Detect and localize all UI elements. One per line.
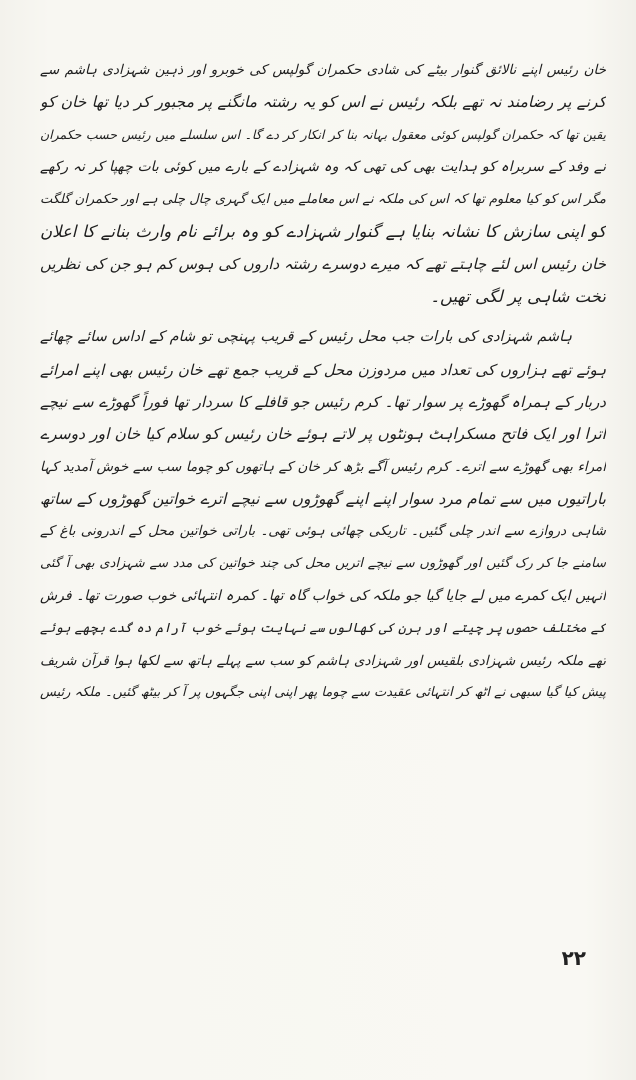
paragraph-gap	[40, 313, 606, 321]
text-line: باراتیوں میں سے تمام مرد سوار اپنے اپنے گھوڑوں سے نیچے اترے خواتین گھوڑوں کے ساتھ	[40, 490, 606, 509]
text-line: تخت شاہی پر لگی تھیں۔	[430, 286, 606, 306]
text-line: ہاشم شہزادی کی بارات جب محل رئیس کے قریب پہنچی تو شام کے اداس سائے چھائے	[40, 329, 572, 346]
text-line: کے مختلف حصوں پر چیتے اور ہرن کی کھالوں سے نہایت ہوئے خوب آرام دہ گدے بچھے ہوئے	[40, 620, 606, 636]
text-line: کرنے پر رضامند نہ تھے بلکہ رئیس نے اس کو یہ رشتہ مانگنے پر مجبور کر دیا تھا خان کو	[40, 93, 606, 112]
text-line: دربار کے ہمراہ گھوڑے پر سوار تھا۔ کرم رئیس جو قافلے کا سردار تھا فوراً گھوڑے سے نیچے	[40, 392, 606, 411]
paragraph-1	[40, 54, 606, 313]
paragraph-2	[40, 321, 606, 710]
text-line: پیش کیا گیا سبھی نے اٹھ کر انتہائی عقیدت سے چوما پھر اپنی اپنی جگہوں پر آ کر بیٹھ گئیں۔ ملکہ رئیس	[40, 685, 606, 701]
text-line: تھے ملکہ رئیس شہزادی بلقیس اور شہزادی ہاشم کو سب سے پہلے ہاتھ سے لکھا ہوا قرآن شریف	[40, 653, 606, 670]
text-line: ہوئے تھے ہزاروں کی تعداد میں مردوزن محل کے قریب جمع تھے خان رئیس بھی اپنے امرائے	[40, 360, 606, 379]
text-line: نے وفد کے سربراہ کو ہدایت بھی کی تھی کہ وہ شہزادے کے بارے میں کوئی بات چھپا کر نہ رکھے	[40, 159, 606, 176]
page-text	[40, 54, 606, 710]
page-number: ۲۲	[561, 946, 586, 970]
text-line: شاہی دروازے سے اندر چلی گئیں۔ تاریکی چھائی ہوئی تھی۔ باراتی خواتین محل کے اندرونی باغ کے	[40, 523, 606, 540]
text-line: اترا اور ایک فاتح مسکراہٹ ہونٹوں پر لاتے ہوئے خان رئیس کو سلام کیا خان اور دوسرے	[40, 425, 606, 444]
text-line: کو اپنی سازش کا نشانہ بنایا ہے گنوار شہزادے کو وہ برائے نام وارث بنانے کا اعلان	[40, 221, 606, 241]
text-line: انہیں ایک کمرے میں لے جایا گیا جو ملکہ کی خواب گاہ تھا۔ کمرہ انتہائی خوب صورت تھا۔ فرش	[40, 588, 606, 605]
text-line: امراء بھی گھوڑے سے اترے۔ کرم رئیس آگے بڑھ کر خان کے ہاتھوں کو چوما سب سے خوش آمدید کہا	[40, 458, 606, 475]
text-line: یقین تھا کہ حکمران گولپس کوئی معقول بہانہ بنا کر انکار کر دے گا۔ اس سلسلے میں رئیس حسب حکمران	[40, 126, 606, 142]
text-line: سامنے جا کر رک گئیں اور گھوڑوں سے نیچے اتریں محل کی چند خواتین کی مدد سے شہزادی بھی آ گئی	[40, 555, 606, 571]
text-line: خان رئیس اپنے نالائق گنوار بیٹے کی شادی حکمران گولپس کی خوبرو اور ذہین شہزادی ہاشم سے	[40, 62, 606, 78]
text-line: مگر اس کو کیا معلوم تھا کہ اس کی ملکہ نے اس معاملے میں ایک گہری چال چلی ہے اور حکمران گلگت	[40, 191, 606, 207]
text-line: خان رئیس اس لئے چاہتے تھے کہ میرے دوسرے رشتہ داروں کی ہوس کم ہو جن کی نظریں	[40, 255, 606, 274]
